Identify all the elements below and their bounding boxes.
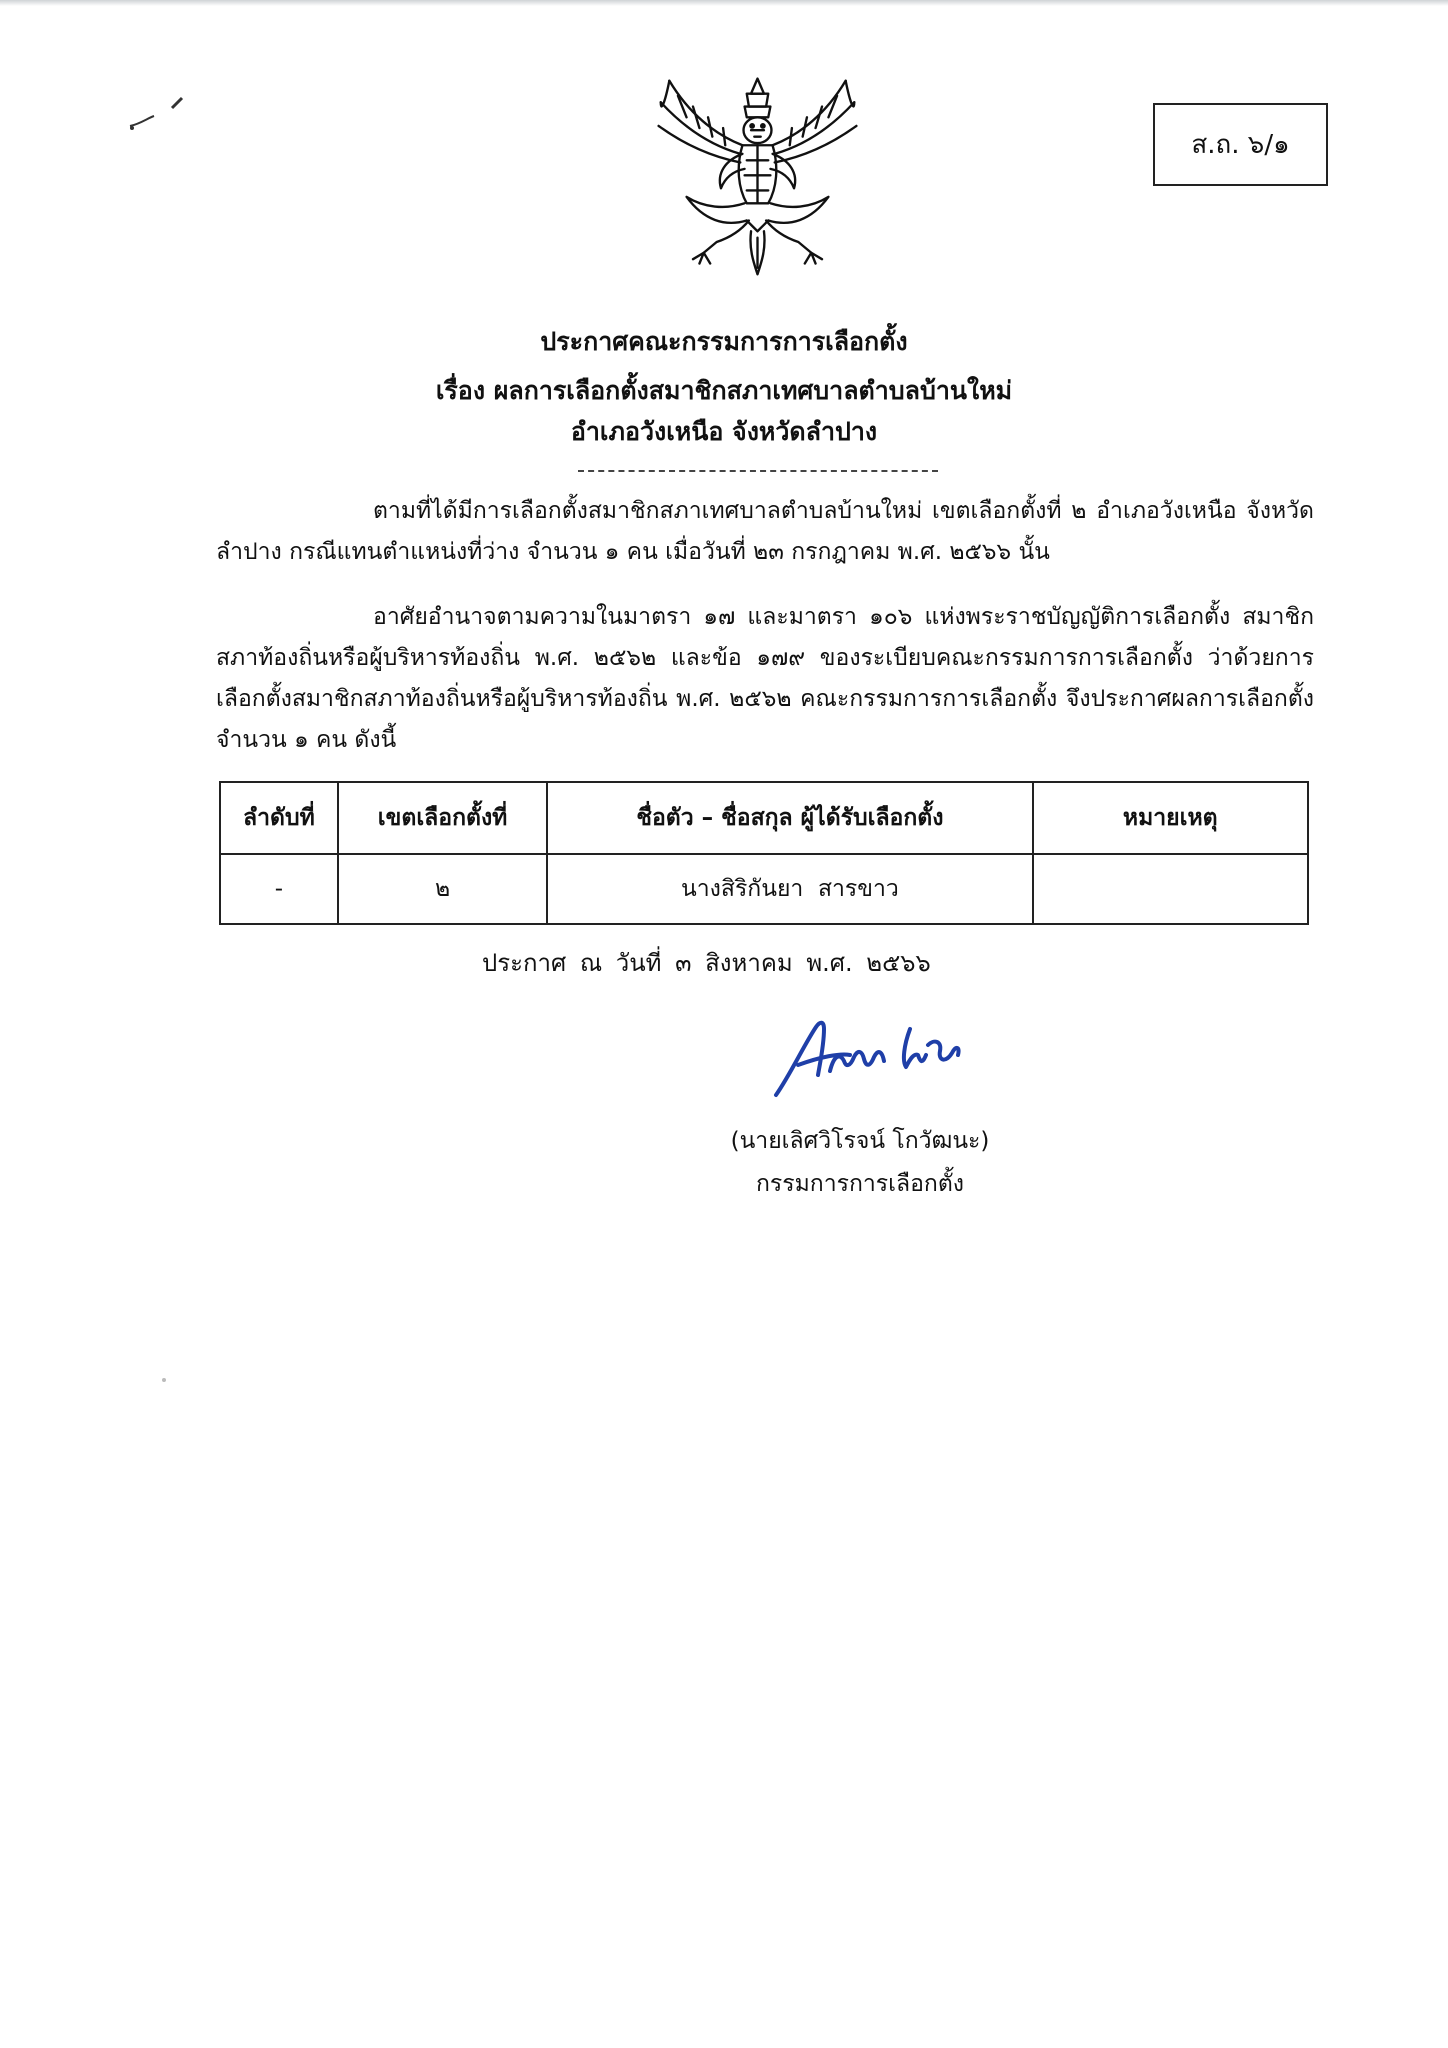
stray-mark-icon — [128, 96, 188, 136]
garuda-emblem-icon — [650, 70, 865, 285]
header-remark: หมายเหตุ — [1033, 782, 1308, 854]
cell-district: ๒ — [338, 854, 548, 924]
paragraph-authority: อาศัยอำนาจตามความในมาตรา ๑๗ และมาตรา ๑๐๖ แห่งพระราชบัญญัติการเลือกตั้ง สมาชิกสภาท้องถิ่นหรือผู้บริหารท้องถิ่น พ.ศ. ๒๕๖๒ และข้อ ๑๗๙ ของระเบียบคณะกรรมการการเลือกตั้ง ว่าด้วยการเลือกตั้งสมาชิกสภาท้องถิ่นหรือผู้บริหารท้องถิ่น พ.ศ. ๒๕๖๒ คณะกรรมการการเลือกตั้ง จึงประกาศผลการเลือกตั้ง จำนวน ๑ คน ดังนี้ — [216, 604, 1314, 753]
cell-order: - — [220, 854, 338, 924]
table-header-row — [220, 782, 1308, 854]
scan-speck — [162, 1378, 166, 1382]
announce-date: ประกาศ ณ วันที่ ๓ สิงหาคม พ.ศ. ๒๕๖๖ — [482, 949, 931, 977]
form-code-box: ส.ถ. ๖/๑ — [1153, 103, 1328, 186]
scan-edge — [0, 0, 1448, 6]
announcement-subject: เรื่อง ผลการเลือกตั้งสมาชิกสภาเทศบาลตำบลบ้านใหม่ — [435, 376, 1013, 405]
signer-name: (นายเลิศวิโรจน์ โกวัฒนะ) — [730, 1128, 990, 1154]
header-district: เขตเลือกตั้งที่ — [338, 782, 548, 854]
cell-name: นางสิริกันยา สารขาว — [547, 854, 1032, 924]
header-name: ชื่อตัว – ชื่อสกุล ผู้ได้รับเลือกตั้ง — [547, 782, 1032, 854]
title-divider — [578, 470, 938, 472]
header-order: ลำดับที่ — [220, 782, 338, 854]
announcement-heading: ประกาศคณะกรรมการการเลือกตั้ง — [540, 327, 908, 356]
cell-remark — [1033, 854, 1308, 924]
paragraph-background: ตามที่ได้มีการเลือกตั้งสมาชิกสภาเทศบาลตำบลบ้านใหม่ เขตเลือกตั้งที่ ๒ อำเภอวังเหนือ จังหวัดลำปาง กรณีแทนตำแหน่งที่ว่าง จำนวน ๑ คน เมื่อวันที่ ๒๓ กรกฎาคม พ.ศ. ๒๕๖๖ นั้น — [216, 498, 1314, 565]
handwritten-signature-icon — [770, 1005, 980, 1105]
signer-position: กรรมการการเลือกตั้ง — [755, 1171, 965, 1197]
results-table — [219, 781, 1309, 925]
announcement-location: อำเภอวังเหนือ จังหวัดลำปาง — [570, 417, 878, 446]
table-row — [220, 854, 1308, 924]
